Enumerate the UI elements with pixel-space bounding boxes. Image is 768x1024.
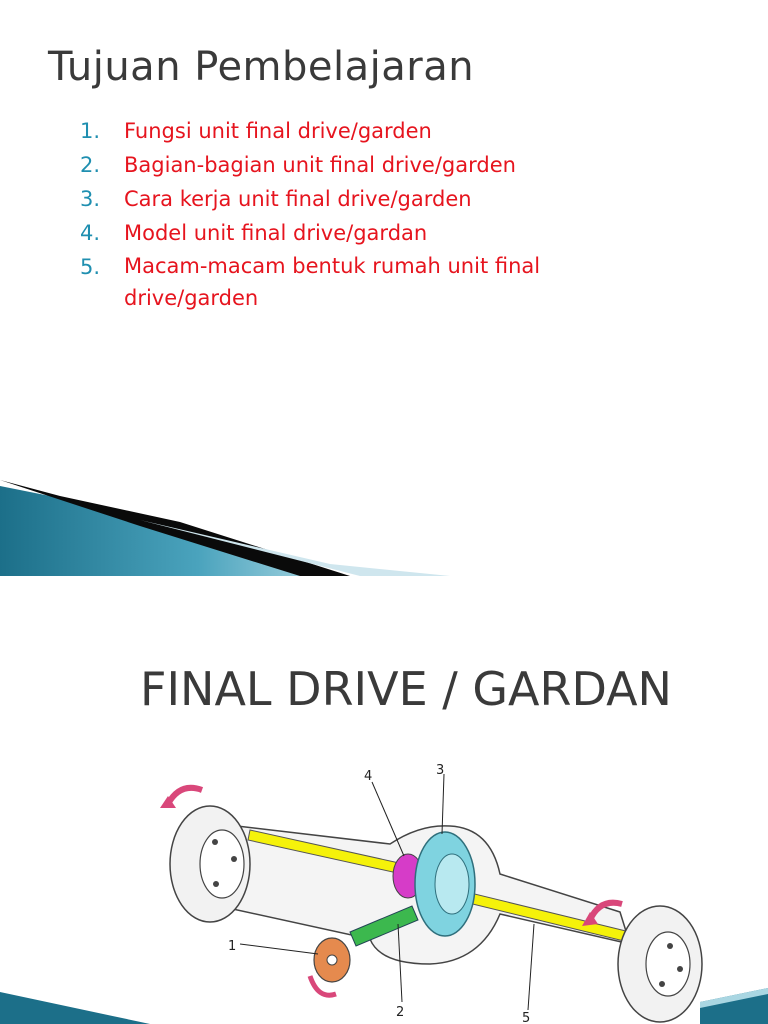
- objective-item: [80, 250, 680, 314]
- objective-text: Bagian-bagian unit final drive/garden: [124, 153, 516, 177]
- decorative-swoosh: [0, 470, 768, 576]
- objective-number: 4.: [80, 221, 101, 245]
- right-hub: [646, 932, 690, 996]
- objectives-list: [80, 114, 680, 314]
- slide-title: FINAL DRIVE / GARDAN: [140, 662, 672, 716]
- objective-number: 3.: [80, 187, 101, 211]
- left-hub: [200, 830, 244, 898]
- differential-case: [435, 854, 469, 914]
- callout-4: 4: [364, 769, 373, 784]
- decorative-corner-left: [0, 992, 150, 1024]
- final-drive-diagram: [150, 764, 710, 1024]
- objective-item: [80, 114, 680, 148]
- objective-number: 1.: [80, 119, 101, 143]
- objective-item: [80, 216, 680, 250]
- slide-final-drive: [0, 576, 768, 1024]
- decorative-corner-right: [700, 988, 768, 1024]
- objective-item: [80, 148, 680, 182]
- objective-text: Macam-macam bentuk rumah unit final drive/garden: [124, 254, 541, 310]
- slide-title: Tujuan Pembelajaran: [48, 44, 475, 90]
- callout-5: 5: [522, 1011, 531, 1024]
- objective-item: [80, 182, 680, 216]
- objective-text: Model unit final drive/gardan: [124, 221, 428, 245]
- callout-2: 2: [396, 1005, 405, 1020]
- callout-1: 1: [228, 939, 237, 954]
- objective-number: 2.: [80, 153, 101, 177]
- callout-3: 3: [436, 764, 445, 778]
- rotation-arrow-left: [168, 788, 202, 804]
- objective-number: 5.: [80, 255, 101, 279]
- objective-text: Fungsi unit final drive/garden: [124, 119, 432, 143]
- objective-text: Cara kerja unit final drive/garden: [124, 187, 472, 211]
